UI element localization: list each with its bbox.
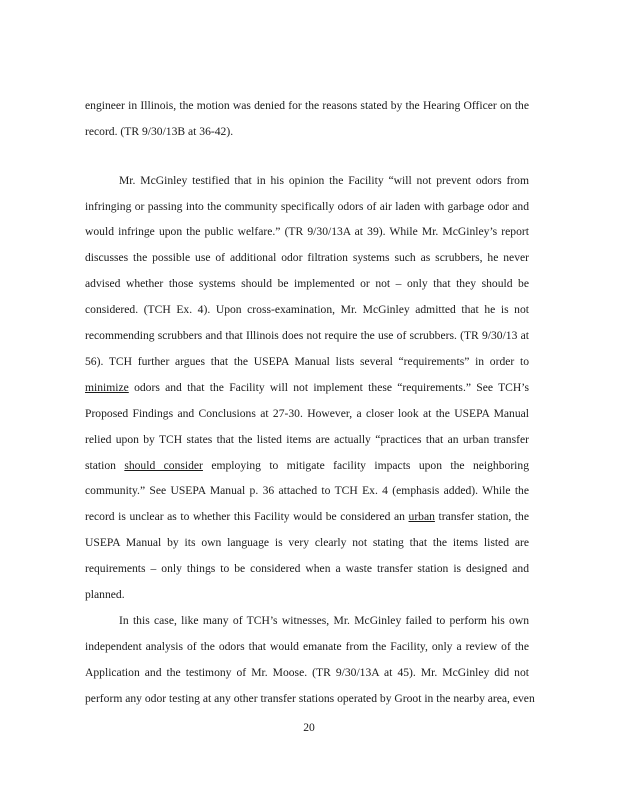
text-line: infringing or passing into the community specifically odors of air laden with garbage odor and bbox=[85, 200, 529, 213]
text-line: would infringe upon the public welfare.” (TR 9/30/13A at 39). While Mr. McGinley’s report bbox=[85, 225, 529, 238]
page-number: 20 bbox=[303, 721, 315, 734]
text-line: Mr. McGinley testified that in his opinion the Facility “will not prevent odors from bbox=[119, 174, 529, 187]
text-line: engineer in Illinois, the motion was denied for the reasons stated by the Hearing Officer on the bbox=[85, 99, 529, 112]
text-line: independent analysis of the odors that would emanate from the Facility, only a review of the bbox=[85, 640, 529, 653]
text-line: record. (TR 9/30/13B at 36-42). bbox=[85, 125, 234, 138]
text-line: requirements – only things to be considered when a waste transfer station is designed and bbox=[85, 562, 529, 575]
text-line: Application and the testimony of Mr. Moose. (TR 9/30/13A at 45). Mr. McGinley did not bbox=[85, 666, 529, 679]
text-line: considered. (TCH Ex. 4). Upon cross-examination, Mr. McGinley admitted that he is not bbox=[85, 303, 529, 316]
text-line: perform any odor testing at any other transfer stations operated by Groot in the nearby area, even bbox=[85, 692, 535, 705]
text-line: In this case, like many of TCH’s witnesses, Mr. McGinley failed to perform his own bbox=[119, 614, 529, 627]
text-line: minimize odors and that the Facility will not implement these “requirements.” See TCH’s bbox=[85, 381, 529, 394]
text-line: USEPA Manual by its own language is very clearly not stating that the items listed are bbox=[85, 536, 529, 549]
text-line: community.” See USEPA Manual p. 36 attached to TCH Ex. 4 (emphasis added). While the bbox=[85, 484, 529, 497]
text-line: 56). TCH further argues that the USEPA Manual lists several “requirements” in order to bbox=[85, 355, 529, 368]
text-line: discusses the possible use of additional odor filtration systems such as scrubbers, he never bbox=[85, 251, 529, 264]
text-line: planned. bbox=[85, 588, 125, 601]
text-line: relied upon by TCH states that the listed items are actually “practices that an urban transfer bbox=[85, 433, 529, 446]
text-line: Proposed Findings and Conclusions at 27-30. However, a closer look at the USEPA Manual bbox=[85, 407, 529, 420]
text-line: advised whether those systems should be implemented or not – only that they should be bbox=[85, 277, 529, 290]
text-line: record is unclear as to whether this Facility would be considered an urban transfer station, the bbox=[85, 510, 529, 523]
text-line: recommending scrubbers and that Illinois does not require the use of scrubbers. (TR 9/30/13 at bbox=[85, 329, 529, 342]
text-line: station should consider employing to mitigate facility impacts upon the neighboring bbox=[85, 459, 529, 472]
